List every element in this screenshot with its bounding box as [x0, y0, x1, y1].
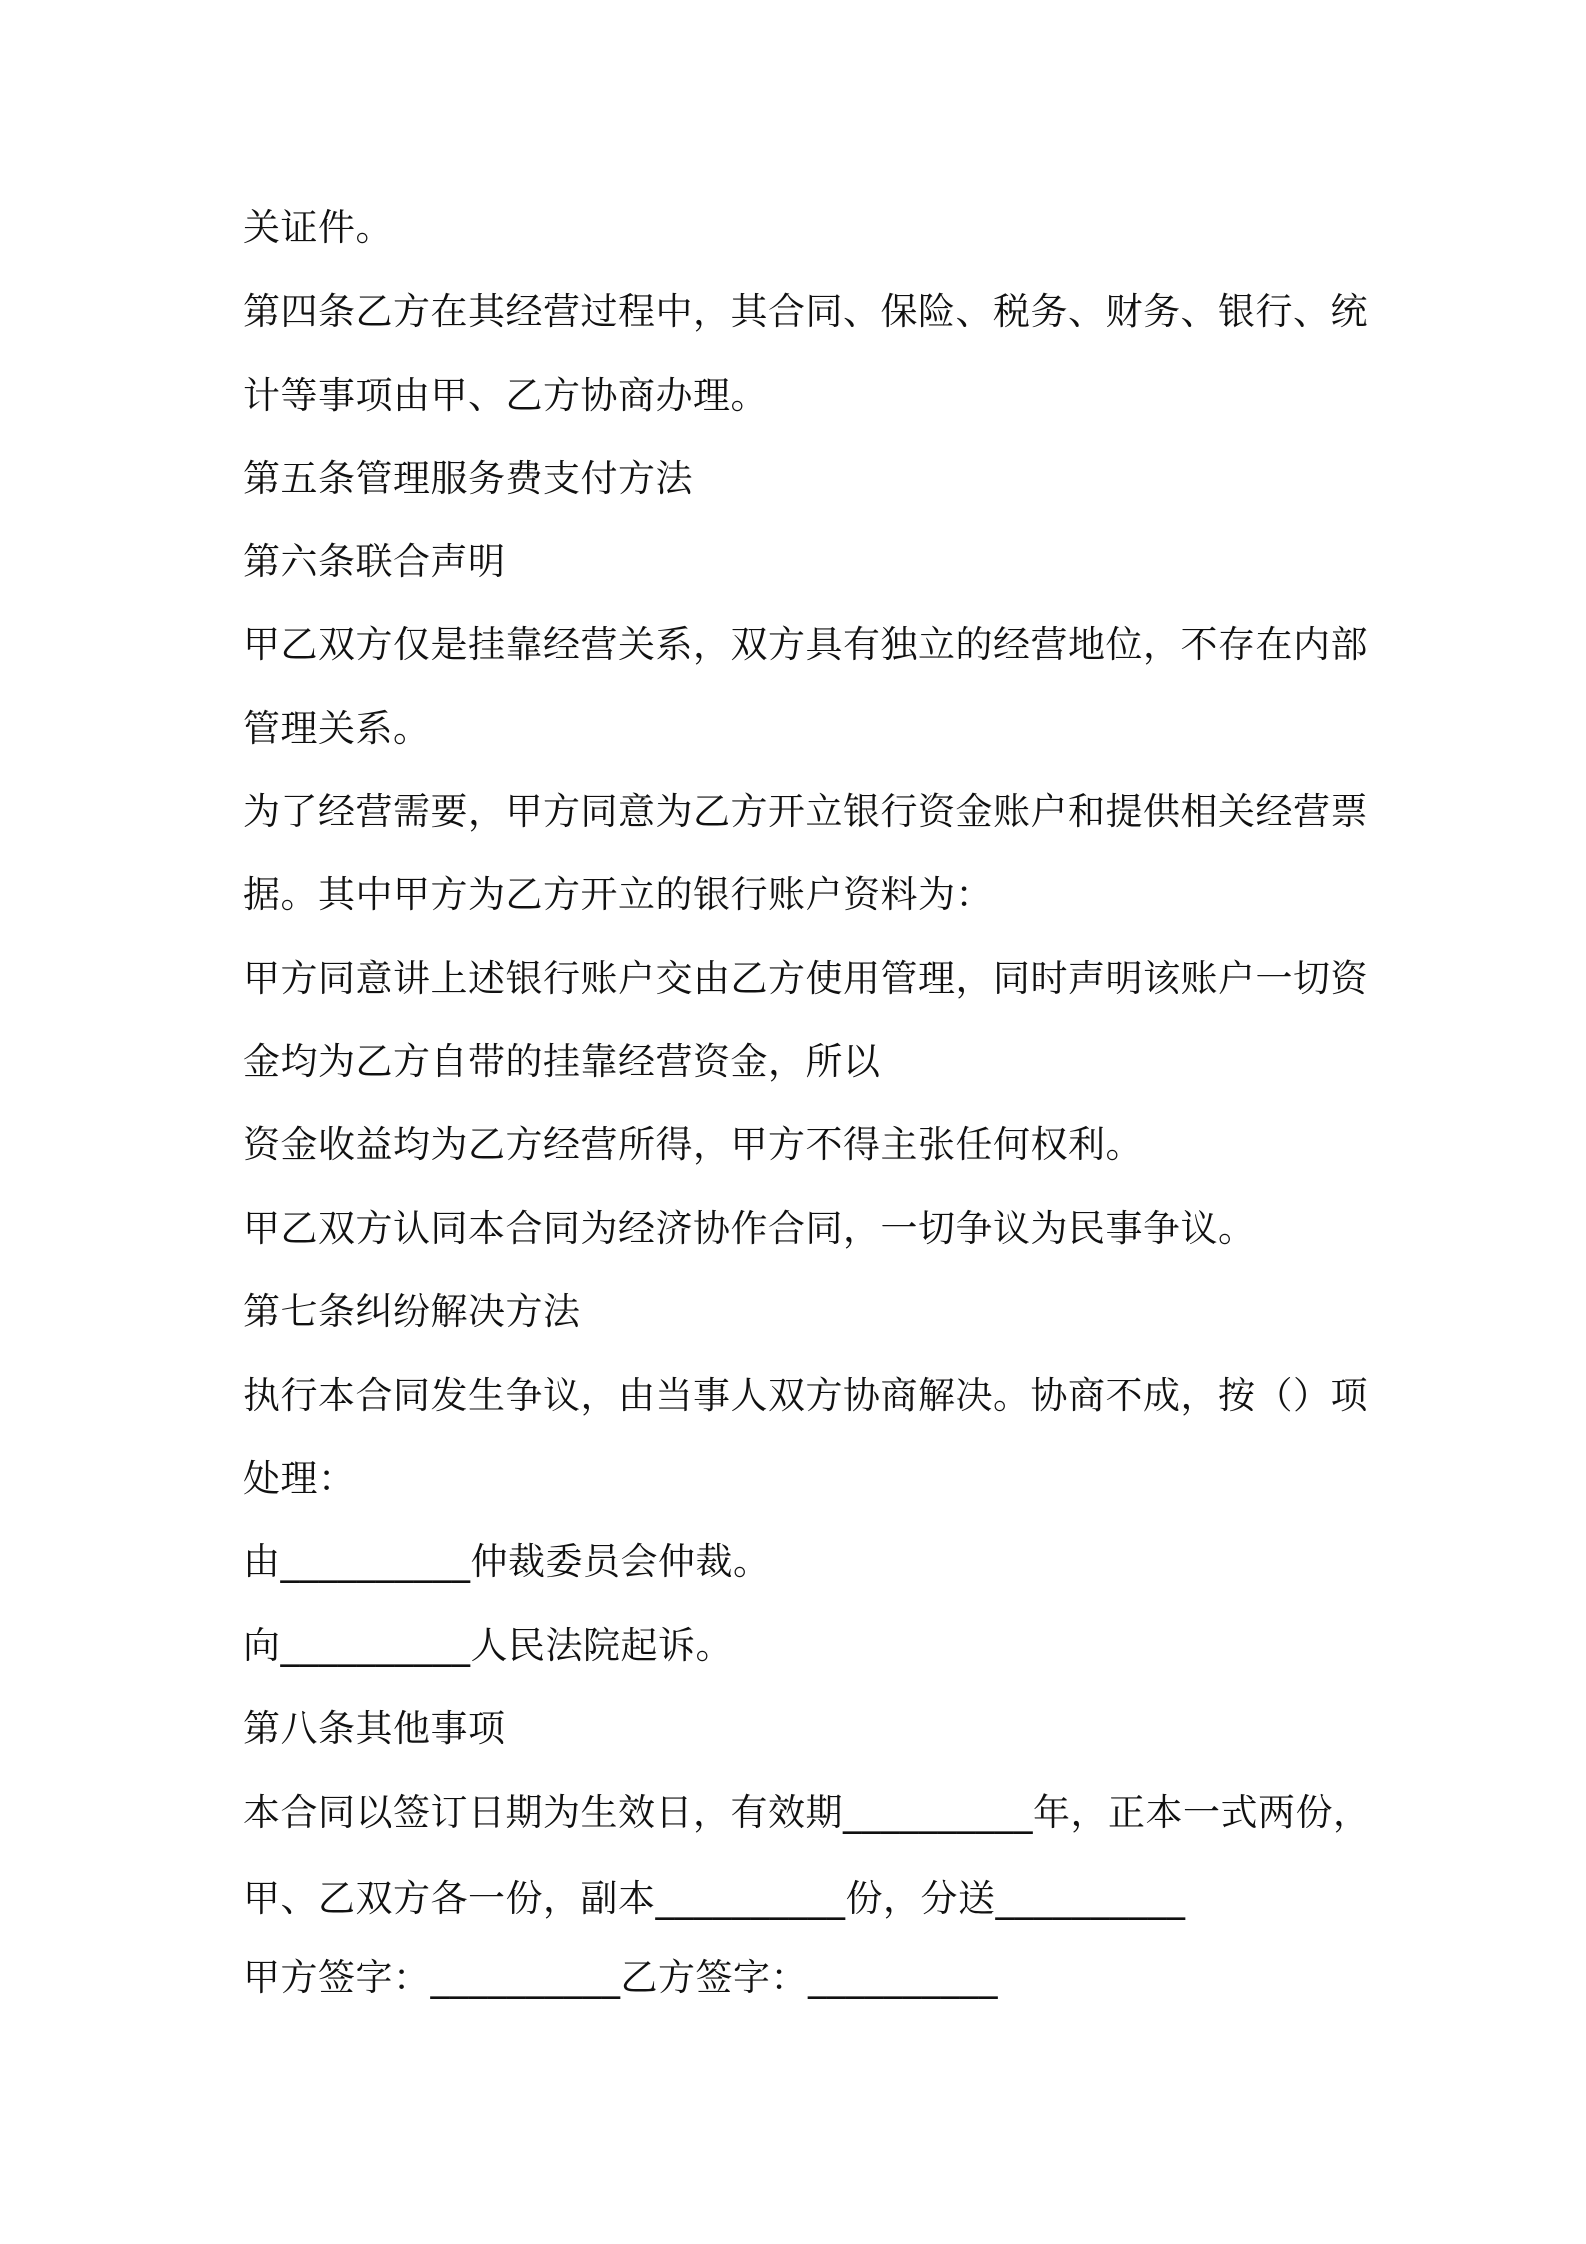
article-7-heading: 第七条纠纷解决方法 — [243, 1290, 581, 1333]
court-blank-line: 向__________人民法院起诉。 — [243, 1624, 733, 1667]
text-line: 资金收益均为乙方经营所得，甲方不得主张任何权利。 — [243, 1123, 1143, 1166]
text-line: 执行本合同发生争议，由当事人双方协商解决。协商不成，按（）项 — [243, 1374, 1368, 1417]
text-line: 据。其中甲方为乙方开立的银行账户资料为： — [243, 873, 993, 916]
signature-line: 甲方签字：__________乙方签字：__________ — [243, 1956, 998, 1999]
arbitration-blank-line: 由__________仲裁委员会仲裁。 — [243, 1540, 771, 1583]
text-line: 金均为乙方自带的挂靠经营资金，所以 — [243, 1040, 881, 1083]
article-4-line-1: 第四条乙方在其经营过程中，其合同、保险、税务、财务、银行、统 — [243, 290, 1368, 333]
article-5-heading: 第五条管理服务费支付方法 — [243, 457, 693, 500]
article-4-line-2: 计等事项由甲、乙方协商办理。 — [243, 374, 768, 417]
article-6-heading: 第六条联合声明 — [243, 540, 506, 583]
validity-blank-line: 本合同以签订日期为生效日，有效期__________年，正本一式两份， — [243, 1791, 1371, 1834]
text-line: 甲乙双方认同本合同为经济协作合同，一切争议为民事争议。 — [243, 1207, 1256, 1250]
text-line: 甲方同意讲上述银行账户交由乙方使用管理，同时声明该账户一切资 — [243, 957, 1368, 1000]
text-line: 管理关系。 — [243, 707, 431, 750]
text-line: 处理： — [243, 1457, 356, 1500]
text-line: 甲乙双方仅是挂靠经营关系，双方具有独立的经营地位，不存在内部 — [243, 623, 1368, 666]
text-line: 关证件。 — [243, 206, 393, 249]
article-8-heading: 第八条其他事项 — [243, 1707, 506, 1750]
copies-blank-line: 甲、乙双方各一份，副本__________份，分送__________ — [243, 1877, 1186, 1920]
text-line: 为了经营需要，甲方同意为乙方开立银行资金账户和提供相关经营票 — [243, 790, 1368, 833]
